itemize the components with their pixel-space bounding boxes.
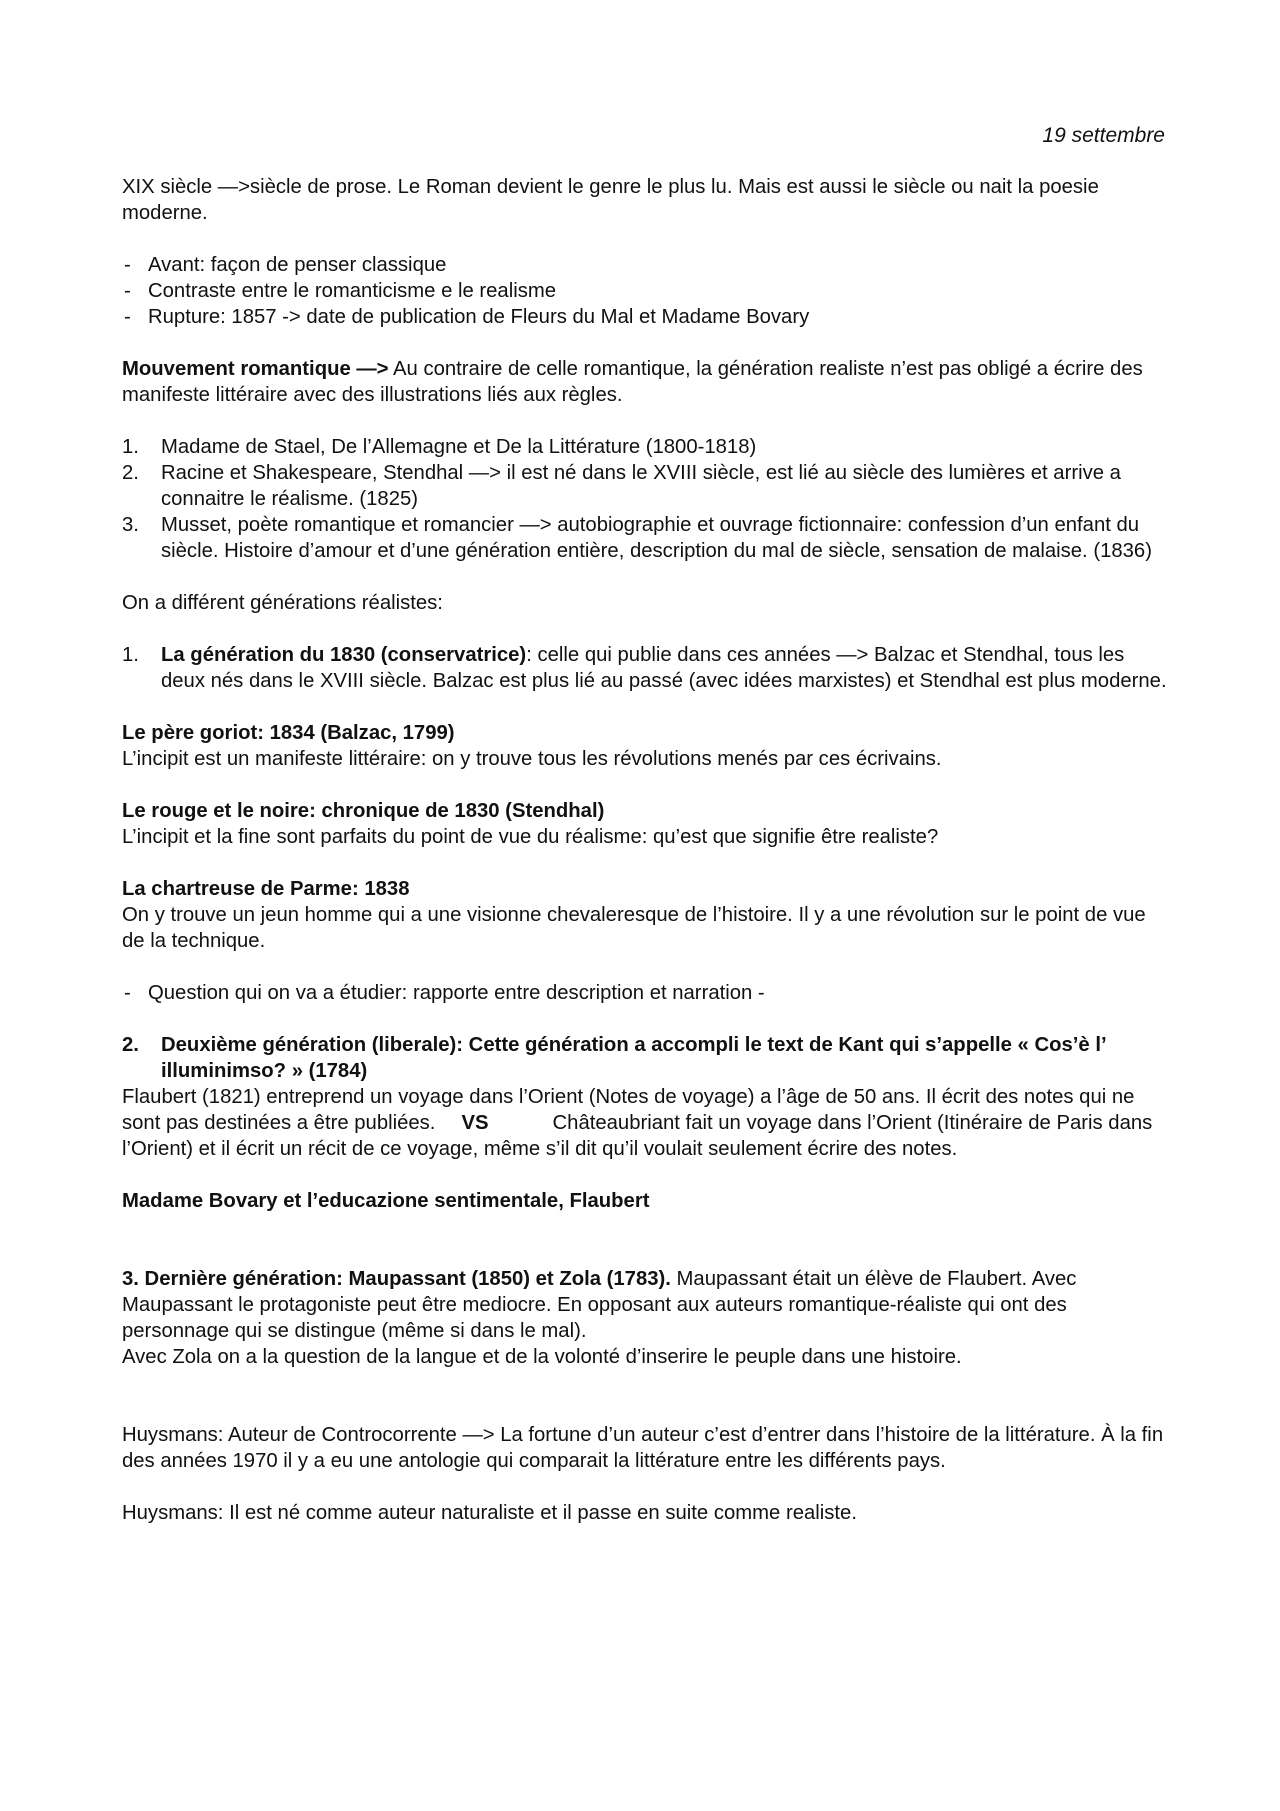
gen2-text-b: Châteaubriant fait un voyage dans l’Orient (Itinéraire de Paris dans l’Orient) et il écrit un récit de ce voyage, même s’il dit qu’il voulait seulement écrire des notes. — [122, 1112, 1153, 1160]
date: 19 settembre — [1042, 124, 1165, 147]
intro-paragraph: XIX siècle —>siècle de prose. Le Roman devient le genre le plus lu. Mais est aussi le siècle ou nait la poesie moderne. — [122, 176, 1099, 224]
chartreuse-text: On y trouve un jeun homme qui a une visionne chevaleresque de l’histoire. Il y a une révolution sur le point de vue de la technique. — [122, 904, 1146, 952]
generation-1 — [122, 642, 1172, 694]
goriot-title-text: Le père goriot: 1834 (Balzac, 1799) — [122, 722, 455, 744]
generations-intro: On a différent générations réalistes: — [122, 592, 443, 614]
list-item: - Contraste entre le romanticisme e le realisme — [122, 278, 1172, 304]
zola-text: Avec Zola on a la question de la langue et de la volonté d’inserire le peuple dans une histoire. — [122, 1346, 962, 1368]
intro-list — [122, 252, 1172, 330]
list-item: - Rupture: 1857 -> date de publication de Fleurs du Mal et Madame Bovary — [122, 304, 1172, 330]
chartreuse-title — [122, 876, 1172, 902]
list-item — [122, 1032, 1172, 1084]
list-item — [122, 642, 1172, 694]
mouvement-title: Mouvement romantique —> — [122, 358, 389, 380]
romantic-list — [122, 434, 1172, 564]
goriot-text: L’incipit est un manifeste littéraire: on y trouve tous les révolutions menés par ces écrivains. — [122, 748, 942, 770]
item-number: 1. — [122, 436, 139, 458]
item-text: Racine et Shakespeare, Stendhal —> il est né dans le XVIII siècle, est lié au siècle des lumières et arrive a connaitre le réalisme. (1825) — [161, 462, 1121, 510]
item-number: 1. — [122, 644, 139, 666]
gen2-text-a: Flaubert (1821) entreprend un voyage dans l’Orient (Notes de voyage) a l’âge de 50 ans. Il écrit des notes qui ne sont pas destinées a être publiées. — [122, 1086, 1135, 1134]
gen3-text: Maupassant était un élève de Flaubert. Avec Maupassant le protagoniste peut être mediocre. En opposant aux auteurs romantique-réaliste qui ont des personnage qui se distingue (même si dans le mal). — [122, 1268, 1077, 1342]
list-item: - Avant: façon de penser classique — [122, 252, 1172, 278]
bovary-title — [122, 1188, 1172, 1214]
list-item: - Question qui on va a étudier: rapporte entre description et narration - — [122, 980, 1172, 1006]
notes-body — [122, 174, 1172, 1526]
rouge-text: L’incipit et la fine sont parfaits du point de vue du réalisme: qu’est que signifie être realiste? — [122, 826, 939, 848]
question-list — [122, 980, 1172, 1006]
item-number: 2. — [122, 1034, 139, 1056]
goriot-title — [122, 720, 1172, 746]
gen2-title: Deuxième génération (liberale): Cette génération a accompli le text de Kant qui s’appelle « Cos’è l’ illuminimso? » (1784) — [161, 1034, 1106, 1082]
mouvement-paragraph — [122, 356, 1172, 408]
gen1-text: : celle qui publie dans ces années —> Balzac et Stendhal, tous les deux nés dans le XVIII siècle. Balzac est plus lié au passé (avec idées marxistes) et Stendhal est plus moderne. — [161, 644, 1167, 692]
gen1-title: La génération du 1830 (conservatrice) — [161, 644, 527, 666]
item-text: Madame de Stael, De l’Allemagne et De la Littérature (1800-1818) — [161, 436, 757, 458]
rouge-title-text: Le rouge et le noire: chronique de 1830 (Stendhal) — [122, 800, 605, 822]
chartreuse-title-text: La chartreuse de Parme: 1838 — [122, 878, 410, 900]
list-item — [122, 434, 1172, 460]
list-item — [122, 512, 1172, 564]
item-number: 2. — [122, 462, 139, 484]
gen3-paragraph — [122, 1266, 1172, 1344]
gen3-title: 3. Dernière génération: Maupassant (1850) et Zola (1783). — [122, 1268, 671, 1290]
list-item — [122, 460, 1172, 512]
mouvement-text: Au contraire de celle romantique, la génération realiste n’est pas obligé a écrire des manifeste littéraire avec des illustrations liés aux règles. — [122, 358, 1143, 406]
bovary-title-text: Madame Bovary et l’educazione sentimentale, Flaubert — [122, 1190, 650, 1212]
huysmans-paragraph-2: Huysmans: Il est né comme auteur naturaliste et il passe en suite comme realiste. — [122, 1502, 857, 1524]
item-number: 3. — [122, 514, 139, 536]
item-text: Musset, poète romantique et romancier —> autobiographie et ouvrage fictionnaire: confession d’un enfant du siècle. Histoire d’amour et d’une génération entière, description du mal de siècle, sensation de malaise. (1836) — [161, 514, 1152, 562]
gen2-paragraph — [122, 1084, 1172, 1162]
vs-label: VS — [461, 1112, 489, 1134]
generation-2 — [122, 1032, 1172, 1084]
rouge-title — [122, 798, 1172, 824]
huysmans-paragraph-1: Huysmans: Auteur de Controcorrente —> La fortune d’un auteur c’est d’entrer dans l’histoire de la littérature. À la fin des années 1970 il y a eu une antologie qui comparait la littérature entre les différents pays. — [122, 1424, 1164, 1472]
